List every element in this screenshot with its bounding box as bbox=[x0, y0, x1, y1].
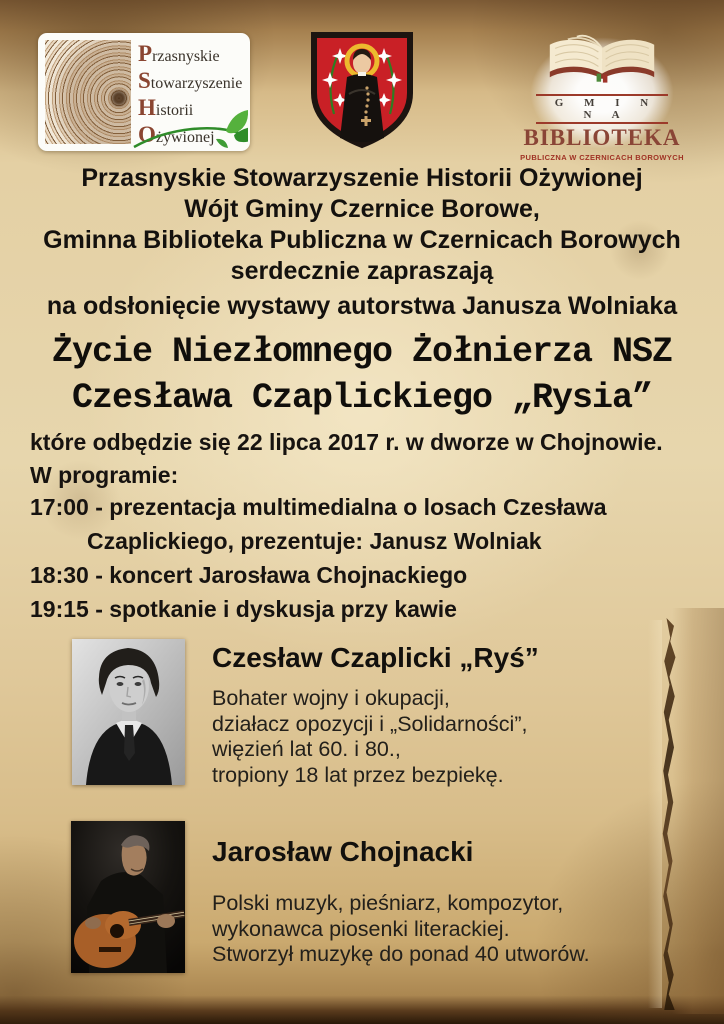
exhibition-title-line2: Czesława Czaplickiego „Rysia” bbox=[71, 378, 653, 418]
bio-line: działacz opozycji i „Solidarności”, bbox=[212, 711, 528, 736]
exhibition-title bbox=[0, 329, 724, 421]
psho-initial: H bbox=[138, 95, 156, 120]
psho-rest: rzasnyskie bbox=[152, 48, 220, 65]
program-item-continuation: Czaplickiego, prezentuje: Janusz Wolniak bbox=[87, 528, 542, 554]
portrait-jaroslaw-chojnacki bbox=[71, 821, 185, 973]
program-item: 17:00 - prezentacja multimedialna o losach Czesława bbox=[30, 494, 607, 520]
exhibition-author-line: na odsłonięcie wystawy autorstwa Janusza Wolniaka bbox=[46, 292, 678, 320]
library-logo-gminna: G M I N N A bbox=[536, 94, 668, 124]
tree-rings-image bbox=[45, 40, 131, 144]
invitation-line: Przasnyskie Stowarzyszenie Historii Ożywionej bbox=[81, 164, 643, 192]
invitation-line: Gminna Biblioteka Publiczna w Czernicach Borowych bbox=[43, 226, 681, 254]
psho-logo-line bbox=[138, 42, 242, 69]
invitation-text bbox=[0, 163, 724, 287]
psho-initial: P bbox=[138, 41, 153, 66]
coat-of-arms-saint-icon bbox=[308, 30, 416, 150]
person-name: Jarosław Chojnacki bbox=[212, 836, 474, 867]
bio-line: więzień lat 60. i 80., bbox=[212, 737, 401, 761]
psho-association-logo bbox=[38, 33, 250, 151]
psho-rest: towarzyszenie bbox=[150, 75, 243, 92]
library-logo bbox=[516, 26, 688, 160]
paper-edge-shading bbox=[672, 608, 724, 1014]
psho-logo-line bbox=[138, 69, 242, 96]
program-item: 19:15 - spotkanie i dyskusja przy kawie bbox=[30, 596, 457, 622]
psho-rest: istorii bbox=[155, 102, 194, 119]
program-label: W programie: bbox=[30, 462, 179, 488]
psho-initial: O bbox=[138, 122, 156, 147]
exhibition-title-line1: Życie Niezłomnego Żołnierza NSZ bbox=[51, 332, 673, 372]
invitation-line: serdecznie zapraszają bbox=[230, 257, 494, 285]
person-bio bbox=[212, 686, 527, 788]
person-name: Czesław Czaplicki „Ryś” bbox=[212, 642, 539, 673]
psho-rest: żywionej bbox=[155, 129, 215, 146]
library-logo-subtitle: PUBLICZNA W CZERNICACH BOROWYCH bbox=[520, 153, 684, 162]
library-logo-biblioteka: BIBLIOTEKA bbox=[523, 125, 681, 150]
portrait-czeslaw-czaplicki bbox=[72, 639, 185, 785]
psho-initial: S bbox=[138, 68, 151, 93]
bio-line: tropiony 18 lat przez bezpiekę. bbox=[212, 762, 504, 787]
bio-line: Stworzył muzykę do ponad 40 utworów. bbox=[212, 942, 590, 966]
bio-line: wykonawca piosenki literackiej. bbox=[212, 916, 510, 941]
invitation-line: Wójt Gminy Czernice Borowe, bbox=[184, 195, 540, 223]
bio-line: Polski muzyk, pieśniarz, kompozytor, bbox=[212, 891, 564, 915]
event-date-location: które odbędzie się 22 lipca 2017 r. w dworze w Chojnowie. bbox=[30, 429, 663, 455]
bio-line: Bohater wojny i okupacji, bbox=[212, 686, 450, 710]
program-item: 18:30 - koncert Jarosława Chojnackiego bbox=[30, 562, 468, 588]
leaf-flourish-icon bbox=[130, 109, 248, 153]
person-bio bbox=[212, 891, 590, 968]
open-book-icon bbox=[539, 34, 665, 88]
paper-edge-highlight bbox=[648, 620, 662, 1008]
program-list bbox=[30, 490, 607, 626]
